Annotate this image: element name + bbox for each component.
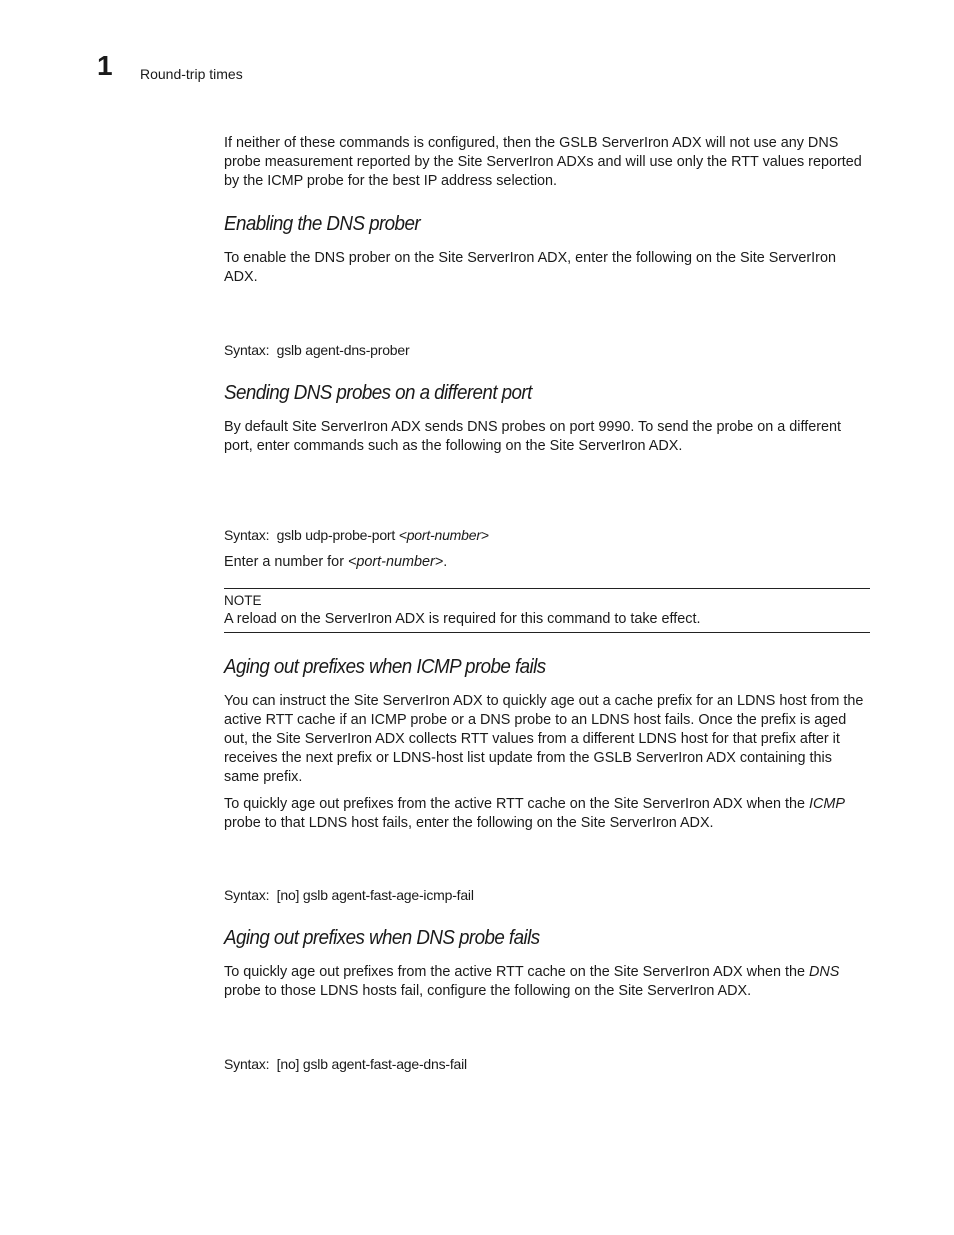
dns-fails-paragraph bbox=[224, 963, 870, 1001]
syntax-command: gslb udp-probe-port bbox=[276, 527, 399, 543]
heading-enabling-dns-prober: Enabling the DNS prober bbox=[224, 213, 421, 235]
syntax-command: gslb agent-dns-prober bbox=[276, 342, 410, 358]
note-text: A reload on the ServerIron ADX is required for this command to take effect. bbox=[224, 611, 701, 627]
paragraph-prefix: To quickly age out prefixes from the active RTT cache on the Site ServerIron ADX when the bbox=[224, 964, 809, 980]
syntax-dns-prober bbox=[224, 341, 870, 359]
heading-different-port: Sending DNS probes on a different port bbox=[224, 382, 532, 404]
syntax-fast-age-icmp-fail bbox=[224, 886, 870, 904]
enter-argument: <port-number> bbox=[347, 554, 444, 570]
syntax-label: Syntax: bbox=[224, 1056, 277, 1072]
note-label: NOTE bbox=[224, 593, 262, 608]
syntax-label: Syntax: bbox=[224, 527, 277, 543]
enter-prefix: Enter a number for bbox=[224, 554, 348, 570]
syntax-label: Syntax: bbox=[224, 342, 277, 358]
heading-icmp-probe-fails: Aging out prefixes when ICMP probe fails bbox=[224, 656, 546, 678]
paragraph-emphasis: ICMP bbox=[808, 796, 845, 812]
syntax-udp-probe-port bbox=[224, 526, 870, 544]
chapter-title: Round-trip times bbox=[140, 66, 243, 82]
syntax-label: Syntax: bbox=[224, 887, 277, 903]
heading-dns-probe-fails: Aging out prefixes when DNS probe fails bbox=[224, 927, 540, 949]
enter-suffix: . bbox=[443, 554, 448, 570]
syntax-command: [no] gslb agent-fast-age-icmp-fail bbox=[276, 887, 474, 903]
icmp-fails-paragraph-2 bbox=[224, 795, 870, 833]
different-port-paragraph: By default Site ServerIron ADX sends DNS probes on port 9990. To send the probe on a different port, enter commands such as the following on the Site ServerIron ADX. bbox=[224, 419, 842, 454]
icmp-fails-paragraph-1: You can instruct the Site ServerIron ADX to quickly age out a cache prefix for an LDNS host from the active RTT cache if an ICMP probe or a DNS probe to an LDNS host fails. Once the prefix is aged out, the Site ServerIron ADX collects RTT values from a different LDNS host for that prefix after it receives the next prefix or LDNS-host list update from the GSLB ServerIron ADX containing this same prefix. bbox=[224, 693, 864, 785]
intro-paragraph: If neither of these commands is configured, then the GSLB ServerIron ADX will not use any DNS probe measurement reported by the Site ServerIron ADXs and will use only the RTT values reported by the ICMP probe for the best IP address selection. bbox=[224, 135, 862, 189]
paragraph-suffix: probe to that LDNS host fails, enter the following on the Site ServerIron ADX. bbox=[224, 796, 849, 831]
paragraph-prefix: To quickly age out prefixes from the active RTT cache on the Site ServerIron ADX when the bbox=[224, 796, 809, 812]
dns-prober-paragraph: To enable the DNS prober on the Site ServerIron ADX, enter the following on the Site ServerIron ADX. bbox=[224, 250, 836, 285]
syntax-argument: <port-number> bbox=[398, 527, 489, 543]
syntax-fast-age-dns-fail bbox=[224, 1055, 870, 1073]
paragraph-emphasis: DNS bbox=[808, 964, 840, 980]
paragraph-suffix: probe to those LDNS hosts fail, configure the following on the Site ServerIron ADX. bbox=[224, 964, 844, 999]
syntax-command: [no] gslb agent-fast-age-dns-fail bbox=[276, 1056, 467, 1072]
chapter-number: 1 bbox=[97, 50, 113, 81]
note-box bbox=[224, 588, 870, 633]
enter-port-number-paragraph bbox=[224, 553, 870, 572]
